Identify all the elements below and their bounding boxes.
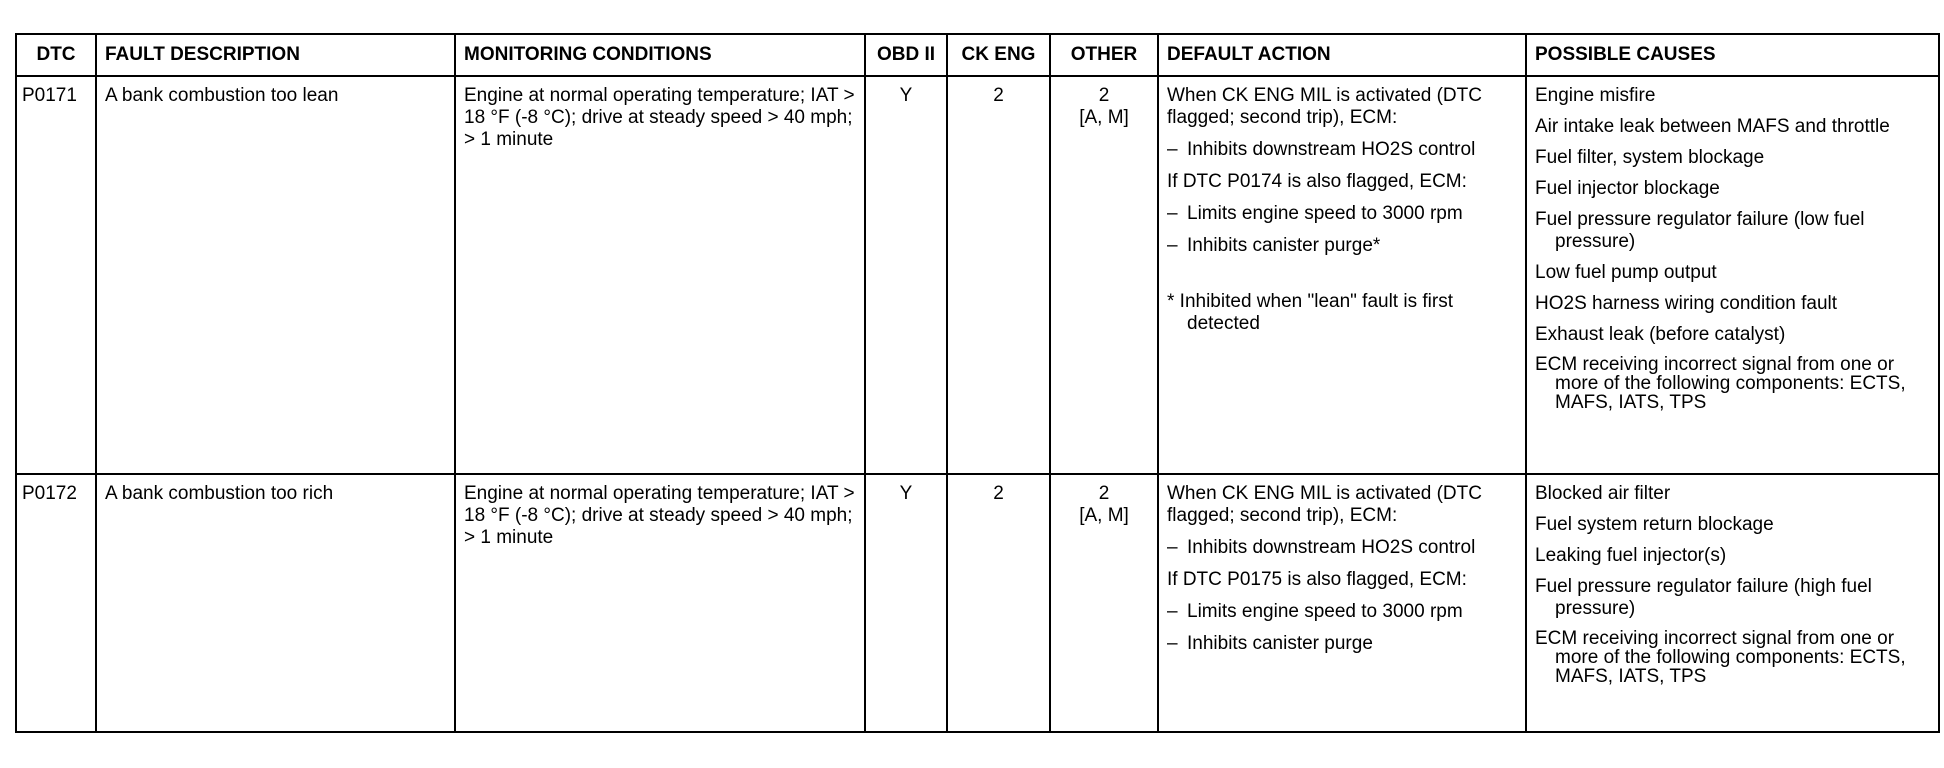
other-trip-count: 2 <box>1098 85 1110 106</box>
default-action-item: – Inhibits downstream HO2S control <box>1167 537 1476 558</box>
monitoring-conditions: Engine at normal operating temperature; IAT > 18 °F (-8 °C); drive at steady speed > 40 mph; > 1 minute <box>455 474 865 732</box>
ck-eng-value: 2 <box>947 76 1050 474</box>
header-ck-eng: CK ENG <box>947 34 1050 76</box>
default-action-item: – Limits engine speed to 3000 rpm <box>1167 601 1463 622</box>
cause-item: Fuel pressure regulator failure (high fuel pressure) <box>1535 576 1872 619</box>
fault-description: A bank combustion too lean <box>96 76 455 474</box>
cause-item: Low fuel pump output <box>1535 262 1717 283</box>
obd-ii-value: Y <box>865 474 947 732</box>
default-action-item-text: Inhibits canister purge <box>1187 633 1373 654</box>
header-monitoring-conditions: MONITORING CONDITIONS <box>455 34 865 76</box>
default-action-item: – Inhibits downstream HO2S control <box>1167 139 1476 160</box>
default-action-condition: If DTC P0175 is also flagged, ECM: <box>1167 569 1467 590</box>
cause-item: Exhaust leak (before catalyst) <box>1535 324 1786 345</box>
other-codes: [A, M] <box>1079 107 1129 128</box>
header-default-action: DEFAULT ACTION <box>1158 34 1526 76</box>
default-action <box>1158 474 1526 732</box>
other-trip-count: 2 <box>1098 483 1110 504</box>
default-action-condition: If DTC P0174 is also flagged, ECM: <box>1167 171 1467 192</box>
possible-causes <box>1526 474 1939 732</box>
dtc-code: P0171 <box>16 76 96 474</box>
ck-eng-value: 2 <box>947 474 1050 732</box>
header-obd-ii: OBD II <box>865 34 947 76</box>
default-action-item-text: Inhibits downstream HO2S control <box>1187 139 1476 160</box>
default-action-item: – Inhibits canister purge* <box>1167 235 1381 256</box>
default-action <box>1158 76 1526 474</box>
dtc-table <box>15 33 1940 733</box>
cause-item: Blocked air filter <box>1535 483 1671 504</box>
default-action-footnote: * Inhibited when "lean" fault is first detected <box>1167 291 1453 334</box>
header-other: OTHER <box>1050 34 1158 76</box>
fault-description: A bank combustion too rich <box>96 474 455 732</box>
default-action-intro: When CK ENG MIL is activated (DTC flagged; second trip), ECM: <box>1167 483 1482 526</box>
obd-ii-value: Y <box>865 76 947 474</box>
cause-item: HO2S harness wiring condition fault <box>1535 293 1838 314</box>
header-possible-causes: POSSIBLE CAUSES <box>1526 34 1939 76</box>
table-row <box>16 474 1939 732</box>
monitoring-conditions: Engine at normal operating temperature; IAT > 18 °F (-8 °C); drive at steady speed > 40 mph; > 1 minute <box>455 76 865 474</box>
cause-item: Fuel injector blockage <box>1535 178 1720 199</box>
default-action-item: – Limits engine speed to 3000 rpm <box>1167 203 1463 224</box>
default-action-item-text: Inhibits downstream HO2S control <box>1187 537 1476 558</box>
header-row <box>16 34 1939 76</box>
cause-item: Leaking fuel injector(s) <box>1535 545 1727 566</box>
header-fault-description: FAULT DESCRIPTION <box>96 34 455 76</box>
possible-causes <box>1526 76 1939 474</box>
cause-item: ECM receiving incorrect signal from one or more of the following components: ECTS, MAFS, IATS, TPS <box>1535 628 1906 687</box>
cause-item: Air intake leak between MAFS and throttle <box>1535 116 1890 137</box>
default-action-item-text: Limits engine speed to 3000 rpm <box>1187 601 1463 622</box>
other-codes: [A, M] <box>1079 505 1129 526</box>
other-value <box>1050 474 1158 732</box>
default-action-intro: When CK ENG MIL is activated (DTC flagged; second trip), ECM: <box>1167 85 1482 128</box>
table-row <box>16 76 1939 474</box>
header-dtc: DTC <box>16 34 96 76</box>
cause-item: ECM receiving incorrect signal from one or more of the following components: ECTS, MAFS, IATS, TPS <box>1535 354 1906 413</box>
default-action-item: – Inhibits canister purge <box>1167 633 1373 654</box>
other-value <box>1050 76 1158 474</box>
cause-item: Fuel pressure regulator failure (low fuel pressure) <box>1535 209 1865 252</box>
cause-item: Engine misfire <box>1535 85 1656 106</box>
cause-item: Fuel system return blockage <box>1535 514 1774 535</box>
default-action-item-text: Limits engine speed to 3000 rpm <box>1187 203 1463 224</box>
cause-item: Fuel filter, system blockage <box>1535 147 1765 168</box>
dtc-code: P0172 <box>16 474 96 732</box>
default-action-item-text: Inhibits canister purge* <box>1187 235 1381 256</box>
